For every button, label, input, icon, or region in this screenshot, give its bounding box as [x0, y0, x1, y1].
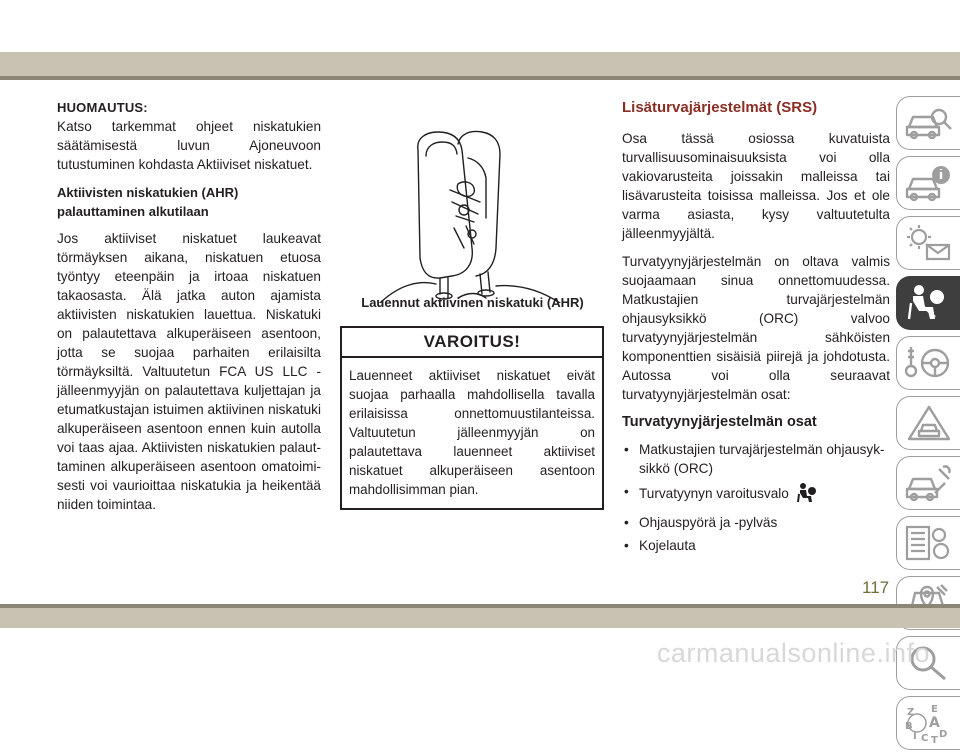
- header-bar: [0, 52, 960, 76]
- index-letter: T: [931, 735, 938, 746]
- right-column: [622, 98, 890, 559]
- section-heading: Aktiivisten niskatukien (AHR) palauttaminen alkutilaan: [57, 185, 239, 219]
- car-info-icon: [905, 163, 953, 203]
- figure-caption: Lauennut aktiivinen niskatuki (AHR): [361, 295, 584, 310]
- list-item: • Ohjauspyörä ja -pylväs: [622, 513, 890, 532]
- tab-emergency[interactable]: [896, 396, 960, 450]
- warning-box: [340, 326, 604, 510]
- tab-servicing[interactable]: [896, 456, 960, 510]
- index-letter: C: [921, 733, 929, 744]
- index-letter: I: [913, 731, 917, 742]
- watermark: carmanualsonline.info: [656, 638, 930, 668]
- tab-car-info[interactable]: [896, 156, 960, 210]
- footer-bar: [0, 608, 960, 628]
- seat-airbag-icon: [905, 283, 953, 323]
- list-item: • Matkustajien turvajärjestelmän ohjausyksikkö (ORC): [622, 440, 890, 478]
- body-text: Jos aktiiviset niskatuet laukeavat törmäyksen aikana, niskatuen etuosa työntyy eteenpäin ja irtoaa niskatuen takaosasta. Älä jatka auton ajamista aktiivisten niskatukien lauettua. Niskatuki on palautettava alkuperäiseen asentoon, jotta se suojaa parhaiten erilaisilta törmäyksiltä. Valtuutetun FCA US LLC -jälleenmyyjän on palautettava kuljettajan ja etumatkustajan istuimen aktiivinen niskatuki alkuperäiseen asentoon ennen kuin autolla voi taas ajaa. Aktiivisten niskatukien palauttaminen alkuperäiseen asentoon omatoimisesti voi vaurioittaa niskatukia ja heikentää niiden toimintaa.: [57, 231, 321, 512]
- components-list: [622, 440, 890, 555]
- index-letter: E: [931, 704, 938, 715]
- warning-triangle-car-icon: [905, 403, 953, 443]
- list-item: • Kojelauta: [622, 536, 890, 555]
- headrest-illustration: [340, 98, 605, 303]
- srs-title: Lisäturvajärjestelmät (SRS): [622, 99, 818, 116]
- index-letter: D: [939, 729, 948, 740]
- warning-text: Lauenneet aktiiviset niskatuet eivät suojaa parhaalla mahdollisella tavalla erilaisissa onnettomuustilanteissa. Valtuutetun jälleenmyyjän on palautettava lauenneet aktiiviset niskatuet alkuperäiseen asentoon mahdollisimman pian.: [349, 368, 595, 497]
- index-letter: Z: [907, 707, 915, 718]
- srs-intro: Osa tässä osiossa kuvatuista turvallisuusominaisuuksista voi olla vakiovarusteita joissakin malleissa tai lisävarusteita toisissa malleissa. Jos et ole varma asiasta, kysy valtuutetulta jälleenmyyjältä.: [622, 131, 890, 241]
- deployed-headrest-drawing: [340, 98, 605, 303]
- components-title: Turvatyynyjärjestelmän osat: [622, 414, 817, 430]
- left-column: [57, 98, 321, 523]
- page-number: 117: [862, 578, 890, 597]
- page-top-margin: [0, 0, 960, 52]
- tab-warning-lights[interactable]: [896, 216, 960, 270]
- middle-column: [340, 98, 605, 510]
- tab-specifications[interactable]: [896, 516, 960, 570]
- header-bar-line: [0, 76, 960, 80]
- airbag-warning-icon: [795, 482, 817, 509]
- warning-title: VAROITUS!: [342, 328, 602, 358]
- alphabet-index-icon: [905, 703, 953, 747]
- tab-car-search[interactable]: [896, 96, 960, 150]
- checklist-gears-icon: [905, 523, 953, 563]
- warning-light-message-icon: [905, 223, 953, 263]
- index-letter: B: [905, 721, 913, 732]
- car-search-icon: [905, 103, 953, 143]
- note-heading: HUOMAUTUS:: [57, 100, 148, 115]
- note-text: Katso tarkemmat ohjeet niskatukien säätämisestä luvun Ajoneuvoon tutustuminen kohdasta Aktiiviset niskatuet.: [57, 119, 321, 172]
- steering-wheel-key-icon: [905, 343, 953, 383]
- car-service-wrench-icon: [905, 463, 953, 503]
- index-letter: A: [929, 715, 940, 731]
- tab-safety[interactable]: [896, 276, 960, 330]
- tab-index[interactable]: [896, 696, 960, 750]
- srs-body: Turvatyynyjärjestelmän on oltava valmis suojaamaan sinua onnettomuudessa. Matkustajien turvajärjestelmän ohjausyksikkö (ORC) valvoo turvatyynyjärjestelmän sähköisten komponenttien sisäisiä piirejä ja johdotusta. Autossa voi olla seuraavat turvatyynyjärjestelmän osat:: [622, 254, 890, 402]
- list-item: • Turvatyynyn varoitusvalo: [622, 482, 890, 509]
- tab-starting-driving[interactable]: [896, 336, 960, 390]
